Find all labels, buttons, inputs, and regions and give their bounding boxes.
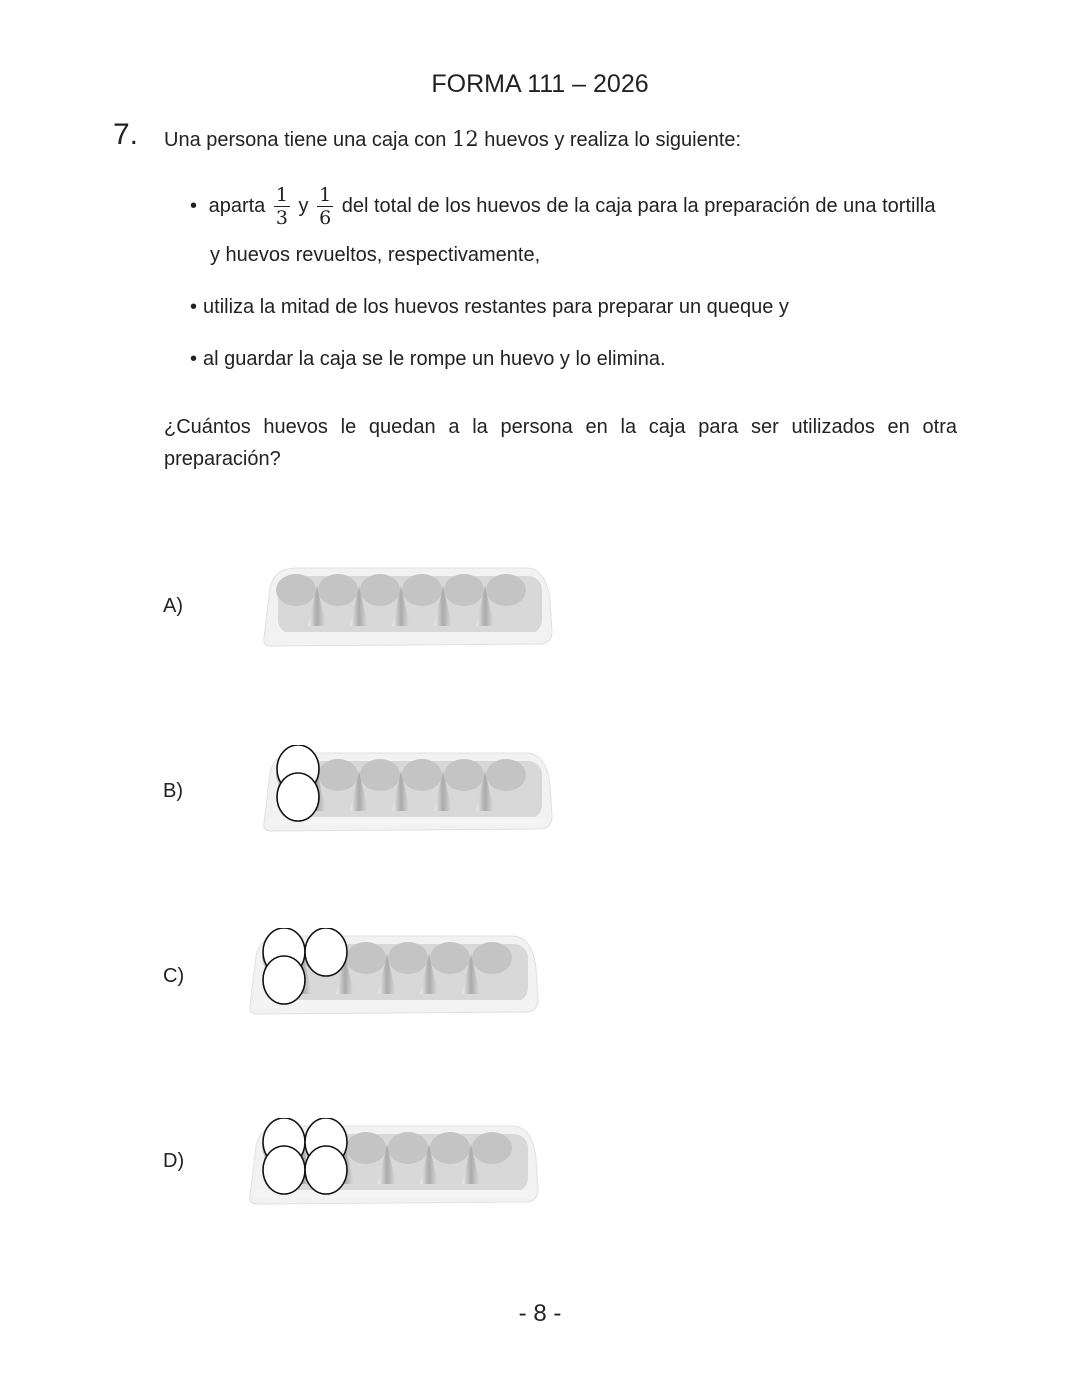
- question-intro: [164, 127, 741, 152]
- option-d-egg-tray[interactable]: [242, 1118, 542, 1208]
- option-b-egg-tray[interactable]: [256, 745, 556, 835]
- tray-cup: [444, 759, 484, 791]
- tray-cup: [486, 574, 526, 606]
- question-prompt-continued: preparación?: [164, 448, 281, 470]
- tray-cup: [402, 574, 442, 606]
- egg-icon: [277, 773, 319, 821]
- option-c-label[interactable]: C): [163, 965, 185, 987]
- bullet-3: [190, 348, 666, 371]
- bullet-text: aparta: [208, 194, 266, 217]
- bullet-text: al guardar la caja se le rompe un huevo y lo elimina.: [203, 348, 666, 370]
- option-a-label[interactable]: A): [163, 595, 183, 617]
- tray-cup: [360, 574, 400, 606]
- tray-cup: [318, 759, 358, 791]
- option-d-label[interactable]: D): [163, 1150, 185, 1172]
- question-prompt: ¿Cuántos huevos le quedan a la persona en la caja para ser utilizados en otra: [164, 416, 957, 438]
- option-c-egg-tray[interactable]: [242, 928, 542, 1018]
- bullet-2: [190, 296, 789, 319]
- denominator: 3: [275, 207, 288, 229]
- bullet-text: y: [298, 194, 309, 217]
- tray-cup: [472, 1132, 512, 1164]
- option-a-egg-tray[interactable]: [256, 560, 556, 650]
- tray-cup: [430, 942, 470, 974]
- egg-icon: [263, 1146, 305, 1194]
- intro-text: Una persona tiene una caja con: [164, 129, 452, 151]
- option-b-label[interactable]: B): [163, 780, 183, 802]
- egg-icon: [305, 1146, 347, 1194]
- bullet-icon: •: [190, 296, 198, 318]
- tray-cup: [444, 574, 484, 606]
- tray-cup: [346, 1132, 386, 1164]
- tray-cup: [472, 942, 512, 974]
- bullet-1-continuation: y huevos revueltos, respectivamente,: [210, 244, 541, 266]
- bullet-text: del total de los huevos de la caja para la preparación de una tortilla: [341, 194, 936, 217]
- numerator: 1: [319, 184, 332, 206]
- intro-text: huevos y realiza lo siguiente:: [478, 129, 742, 151]
- page-number: - 8 -: [518, 1300, 562, 1327]
- bullet-icon: •: [190, 348, 198, 370]
- tray-cup: [486, 759, 526, 791]
- fraction-one-sixth: [317, 184, 333, 229]
- bullet-1: [190, 184, 935, 229]
- egg-icon: [263, 956, 305, 1004]
- tray-cup: [388, 942, 428, 974]
- tray-cup: [318, 574, 358, 606]
- egg-icon: [305, 928, 347, 976]
- tray-cup: [402, 759, 442, 791]
- question-number: 7.: [113, 118, 139, 151]
- fraction-one-third: [274, 184, 290, 229]
- bullet-icon: •: [190, 194, 198, 217]
- tray-cup: [430, 1132, 470, 1164]
- tray-cup: [346, 942, 386, 974]
- numerator: 1: [275, 184, 288, 206]
- page-header: FORMA 111 – 2026: [431, 70, 649, 98]
- tray-cup: [388, 1132, 428, 1164]
- intro-number: 12: [451, 127, 479, 151]
- denominator: 6: [319, 207, 332, 229]
- tray-cup: [360, 759, 400, 791]
- tray-cup: [276, 574, 316, 606]
- bullet-text: utiliza la mitad de los huevos restantes para preparar un queque y: [203, 296, 789, 318]
